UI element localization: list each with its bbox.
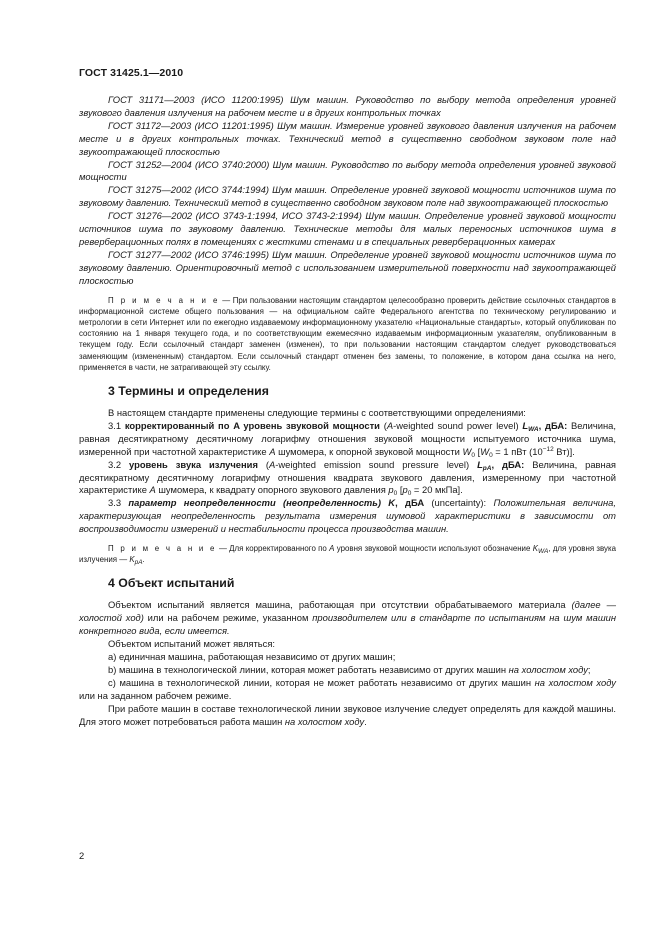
reference-item (79, 120, 616, 159)
references-note (79, 295, 616, 373)
section-3-title: 3 Термины и определения (108, 384, 269, 399)
reference-item (79, 210, 616, 249)
term-3-1: 3.1 корректированный по A уровень звуковой мощности (A-weighted sound power level) $L_{WA}$, дБА: Величина, равная десятикратному десятичному логарифму отношения звуковой мощности испытуемого источника шума, измеренной при частотной характеристике A шумомера, к опорной звуковой мощности $W_0$ [$W_0 = 1$ пВт ($10^{-12}$ Вт)]. (79, 419, 616, 459)
list-item-c: c) машина в технологической линии, которая не может работать независимо от других машин на холостом ходу или на заданном рабочем режиме. (79, 676, 616, 701)
reference-text: Шум машин. Определение уровней звуковой мощности источников шума по звуковому давлению. Ориентировочный метод с использованием измерительной поверхности над звукоотражающей плоскостью (79, 248, 617, 286)
list-item-a: а) единичная машина, работающая независимо от других машин; (108, 651, 396, 663)
page-content (79, 94, 616, 729)
term-name: параметр неопределенности (неопределенность) (128, 497, 381, 509)
section-3-intro: В настоящем стандарте применены следующие термины с соответствующими определениями: (108, 407, 526, 419)
term-3-2: 3.2 уровень звука излучения (A-weighted emission sound pressure level) $L_{pA}$, дБА: Величина, равная десятикратному десятичному логарифму отношения квадрата звукового давления, измеренному при частотной характеристике A шумомера, к квадрату опорного звукового давления $p_0$ [$p_0 = 20$ мкПа]. (79, 458, 616, 498)
term-name: уровень звука излучения (129, 458, 258, 470)
section-4-paragraph: Объектом испытаний может являться: (108, 638, 276, 650)
term-3-3: 3.3 параметр неопределенности (неопределенность) K, дБА (uncertainty): Положительная величина, характеризующая неопределенность результата измерения шумовой характеристики в зависимости от воспроизводимости измерений и нестабильности процесса производства машин. (79, 497, 616, 535)
note-text: — При пользовании настоящим стандартом целесообразно проверить действие ссылочных стандартов в информационной системе общего пользования — на официальном сайте Федерального агентства по техническому регулированию и метрологии в сети Интернет или по ежегодно издаваемому информационному указателю «Национальные стандарты», который опубликован по состоянию на 1 января текущего года, и по соответствующим ежемесячно издаваемым информационным указателям, опубликованным в текущем году. Если ссылочный стандарт заменен (изменен), то при пользовании настоящим стандартом следует руководствоваться заменяющим (измененным) стандартом. Если ссылочный стандарт отменен без замены, то положение, в котором дана ссылка на него, применяется в части, не затрагивающей эту ссылку. (79, 295, 616, 372)
term-symbol: L (477, 458, 483, 470)
document-header: ГОСТ 31425.1—2010 (79, 67, 184, 79)
term-symbol: L (522, 419, 529, 431)
reference-id: ГОСТ 31275—2002 (ИСО 3744:1994) (108, 184, 269, 196)
reference-text: Шум машин. Измерение уровней звукового давления излучения на рабочем месте и в других контрольных точках. Технический метод в существенно свободном звуковом поле над звукоотражающей плоскостью (79, 119, 617, 157)
reference-text: Шум машин. Руководство по выбору метода определения уровней звуковой мощности (79, 158, 617, 183)
reference-item (79, 94, 616, 120)
terms-note: П р и м е ч а н и е — Для корректированного по A уровня звуковой мощности используют обозначение $K_{WA}$, для уровня звука излучения — $K_{pA}$. (79, 544, 617, 567)
reference-item (79, 159, 616, 185)
term-name: корректированный по A уровень звуковой мощности (124, 419, 380, 431)
term-symbol: K (388, 497, 396, 509)
references-list (79, 94, 616, 288)
reference-text: Шум машин. Руководство по выбору метода определения уровней звукового давления излучения на рабочем месте и в других контрольных точках (79, 94, 616, 118)
note-label: П р и м е ч а н и е (108, 544, 217, 554)
section-4-title: 4 Объект испытаний (108, 576, 235, 591)
reference-item (79, 184, 616, 210)
reference-text: Шум машин. Определение уровней звуковой мощности источников шума по звуковому давлению. Технические методы для малых переносных источников шума в реверберационных полях в помещениях с жесткими стенами и в специальных реверберационных камерах (79, 210, 616, 247)
list-item-b: b) машина в технологической линии, которая может работать независимо от других машин на холостом ходу; (108, 664, 591, 676)
note-label: П р и м е ч а н и е (108, 295, 220, 305)
reference-text: Шум машин. Определение уровней звуковой мощности источников шума по звуковому давлению. Технический метод в существенно свободном звуковом поле над звукоотражающей плоскостью (79, 184, 617, 209)
section-4-paragraph: При работе машин в составе технологической линии звуковое излучение следует определять для каждой машины. Для этого может потребоваться работа машин на холостом ходу. (79, 702, 616, 727)
reference-id: ГОСТ 31276—2002 (ИСО 3743-1:1994, ИСО 3743-2:1994) (108, 210, 362, 222)
reference-id: ГОСТ 31277—2002 (ИСО 3746:1995) (108, 248, 269, 260)
reference-id: ГОСТ 31172—2003 (ИСО 11201:1995) (108, 119, 274, 131)
section-4-paragraph: Объектом испытаний является машина, работающая при отсутствии обрабатываемого материала (далее — холостой ход) или на рабочем режиме, указанном производителем или в стандарте по испытаниям на шум машин конкретного вида, если имеется. (79, 599, 616, 637)
reference-item (79, 249, 616, 288)
reference-id: ГОСТ 31252—2004 (ИСО 3740:2000) (108, 158, 270, 170)
reference-id: ГОСТ 31171—2003 (ИСО 11200:1995) (108, 94, 284, 105)
page-number: 2 (79, 850, 85, 861)
term-definition: Положительная величина, характеризующая неопределенность результата измерения шумовой характеристики в зависимости от воспроизводимости измерений и нестабильности процесса производства машин. (79, 497, 616, 535)
